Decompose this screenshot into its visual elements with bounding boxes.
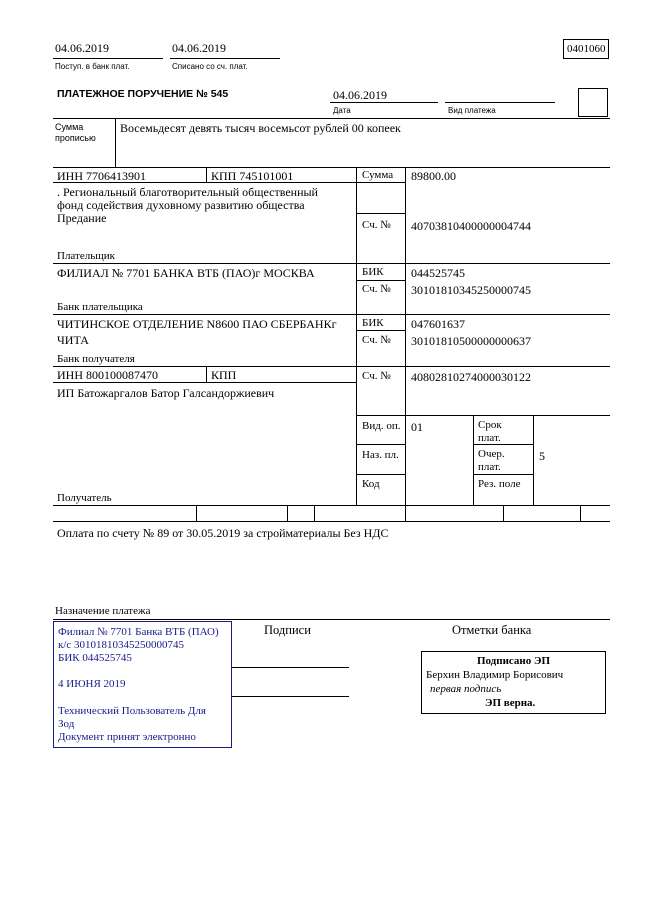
term-label-2: плат.	[478, 432, 501, 444]
divider	[356, 415, 610, 416]
divider	[53, 167, 610, 168]
divider	[53, 521, 610, 522]
divider	[206, 366, 207, 382]
form-code-box	[563, 39, 609, 59]
divider	[356, 444, 405, 445]
payee-kpp: КПП	[211, 368, 237, 382]
date-debited: 04.06.2019	[172, 41, 226, 55]
reserve-field-label: Рез. поле	[478, 478, 521, 490]
ep-signed-box	[421, 651, 606, 714]
payee-account-label: Сч. №	[362, 370, 391, 382]
stamp-line-4: 4 ИЮНЯ 2019	[58, 678, 126, 690]
op-type-value: 01	[411, 420, 423, 434]
term-label-1: Срок	[478, 419, 502, 431]
payer-bank-account: 30101810345250000745	[411, 283, 531, 297]
divider	[356, 474, 405, 475]
stamp-line-3: БИК 044525745	[58, 652, 132, 664]
amount-words-label-2: прописью	[55, 133, 96, 143]
ep-sign-type: первая подпись	[430, 683, 502, 695]
divider	[405, 505, 406, 521]
order-date: 04.06.2019	[333, 88, 387, 102]
payer-label: Плательщик	[57, 250, 115, 262]
signature-line-1	[232, 667, 349, 668]
priority-label-2: плат.	[478, 461, 501, 473]
divider	[115, 118, 116, 167]
divider	[356, 213, 405, 214]
payment-type-label: Вид платежа	[448, 106, 496, 115]
payee-bank-name-1: ЧИТИНСКОЕ ОТДЕЛЕНИЕ N8600 ПАО СБЕРБАНКг	[57, 317, 337, 331]
payer-bank-bik: 044525745	[411, 266, 465, 280]
signature-line-2	[232, 696, 349, 697]
purpose-label: Назначение платежа	[55, 605, 151, 617]
payee-account: 40802810274000030122	[411, 370, 531, 384]
purpose-code-label: Наз. пл.	[362, 449, 399, 461]
divider	[196, 505, 197, 521]
divider	[53, 619, 610, 620]
priority-label-1: Очер.	[478, 448, 505, 460]
date-received: 04.06.2019	[55, 41, 109, 55]
divider	[314, 505, 315, 521]
payee-bank-name-2: ЧИТА	[57, 333, 89, 347]
divider	[473, 474, 533, 475]
divider	[503, 505, 504, 521]
divider	[330, 102, 438, 103]
divider	[53, 263, 610, 264]
ep-title: Подписано ЭП	[476, 655, 551, 667]
bank-marks-label: Отметки банка	[452, 623, 532, 637]
payee-bank-bik-label: БИК	[362, 317, 384, 329]
payee-bank-account: 30101810500000000637	[411, 334, 531, 348]
divider	[405, 167, 406, 505]
amount-in-words: Восемьдесят девять тысяч восемьсот рублей 00 копеек	[120, 121, 401, 135]
payee-name: ИП Батожаргалов Батор Галсандоржиевич	[57, 386, 275, 400]
payer-account-label: Сч. №	[362, 219, 391, 231]
purpose-text: Оплата по счету № 89 от 30.05.2019 за стройматериалы Без НДС	[57, 526, 389, 540]
stamp-line-2: к/с 30101810345250000745	[58, 639, 185, 651]
payee-bank-account-label: Сч. №	[362, 334, 391, 346]
divider	[53, 58, 163, 59]
payer-bank-label: Банк плательщика	[57, 301, 143, 313]
payer-inn: ИНН 7706413901	[57, 169, 146, 183]
payment-type-box	[578, 88, 608, 117]
divider	[53, 118, 610, 119]
divider	[473, 415, 474, 505]
payee-bank-label: Банк получателя	[57, 353, 135, 365]
payer-kpp: КПП 745101001	[211, 169, 294, 183]
amount-value: 89800.00	[411, 169, 456, 183]
date-received-label: Поступ. в банк плат.	[55, 62, 130, 71]
divider	[170, 58, 280, 59]
signatures-label: Подписи	[264, 623, 311, 637]
payer-bank-name: ФИЛИАЛ № 7701 БАНКА ВТБ (ПАО)г МОСКВА	[57, 266, 315, 280]
divider	[356, 182, 405, 183]
payer-bank-account-label: Сч. №	[362, 283, 391, 295]
code-label: Код	[362, 478, 380, 490]
payer-bank-bik-label: БИК	[362, 266, 384, 278]
divider	[356, 167, 357, 505]
divider	[533, 415, 534, 505]
stamp-line-1: Филиал № 7701 Банка ВТБ (ПАО)	[58, 626, 219, 638]
divider	[53, 366, 610, 367]
stamp-line-5: Технический Пользователь Для	[58, 705, 206, 717]
divider	[580, 505, 581, 521]
date-debited-label: Списано со сч. плат.	[172, 62, 248, 71]
ep-verified: ЭП верна.	[485, 697, 536, 709]
bank-stamp	[53, 621, 232, 748]
payer-account: 40703810400000004744	[411, 219, 531, 233]
priority-value: 5	[539, 449, 545, 463]
divider	[356, 330, 405, 331]
payee-bank-bik: 047601637	[411, 317, 465, 331]
order-date-label: Дата	[333, 106, 351, 115]
amount-words-label-1: Сумма	[55, 122, 84, 132]
page-title: ПЛАТЕЖНОЕ ПОРУЧЕНИЕ № 545	[57, 88, 229, 100]
form-code: 0401060	[567, 43, 606, 55]
payee-inn: ИНН 800100087470	[57, 368, 158, 382]
stamp-line-7: Документ принят электронно	[58, 731, 196, 743]
divider	[287, 505, 288, 521]
ep-signer: Берхин Владимир Борисович	[426, 669, 564, 681]
divider	[53, 314, 610, 315]
divider	[445, 102, 555, 103]
op-type-label: Вид. оп.	[362, 420, 401, 432]
payer-name: . Региональный благотворительный общественный фонд содействия духовному развитию общества Предание	[57, 185, 318, 225]
stamp-line-6: Зод	[58, 718, 75, 730]
divider	[473, 444, 533, 445]
divider	[206, 167, 207, 182]
divider	[53, 505, 610, 506]
divider	[356, 280, 405, 281]
payee-label: Получатель	[57, 492, 112, 504]
amount-label: Сумма	[362, 169, 394, 181]
